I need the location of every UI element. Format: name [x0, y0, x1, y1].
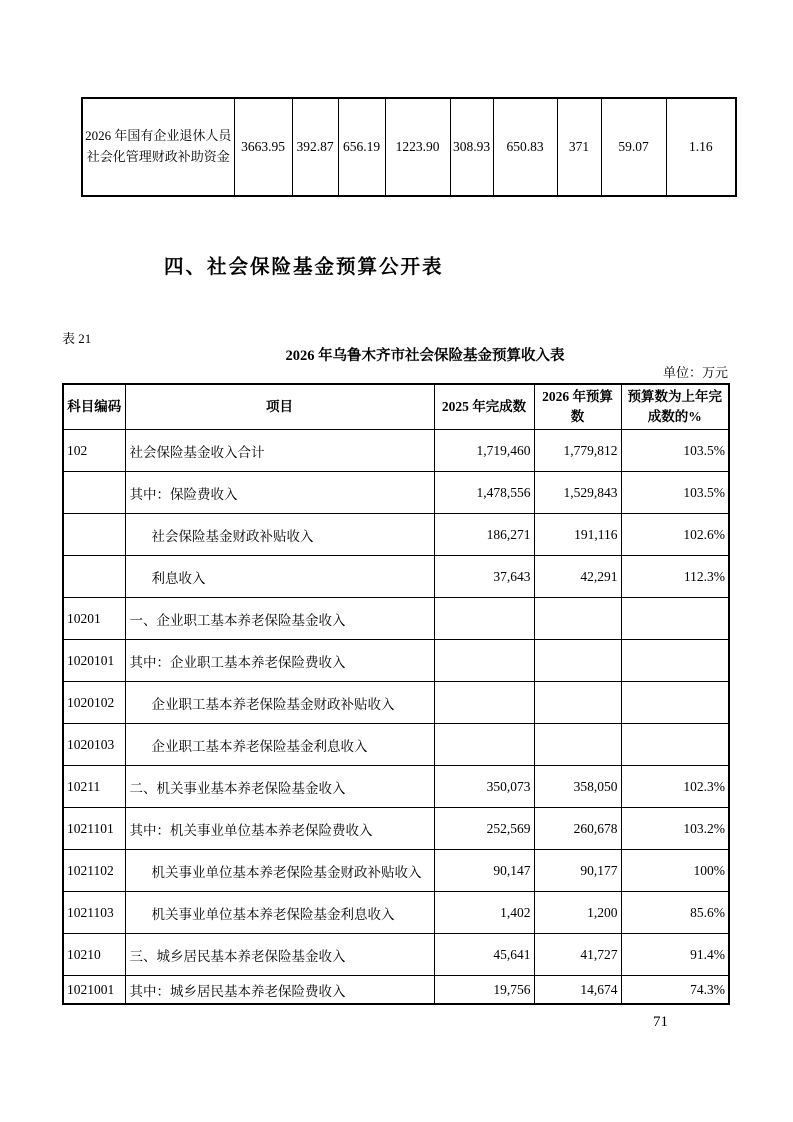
cell-2025: 37,643: [434, 556, 534, 598]
cell-item: 企业职工基本养老保险基金利息收入: [125, 724, 434, 766]
cell-pct: [621, 598, 729, 640]
cell-2026: 358,050: [534, 766, 621, 808]
cell-2025: [434, 640, 534, 682]
top-table-value-0: 3663.95: [234, 98, 292, 196]
cell-pct: 100%: [621, 850, 729, 892]
table-title: 2026 年乌鲁木齐市社会保险基金预算收入表: [285, 348, 565, 364]
cell-item: 其中：城乡居民基本养老保险费收入: [125, 976, 434, 1005]
table-row: [63, 934, 729, 976]
cell-item: 企业职工基本养老保险基金财政补贴收入: [125, 682, 434, 724]
cell-item: 一、企业职工基本养老保险基金收入: [125, 598, 434, 640]
header-2026-budget: 2026 年预算数: [534, 384, 621, 430]
cell-2025: [434, 724, 534, 766]
cell-pct: 102.3%: [621, 766, 729, 808]
cell-pct: 85.6%: [621, 892, 729, 934]
cell-code: 1020103: [63, 724, 125, 766]
cell-item: 其中：机关事业单位基本养老保险费收入: [125, 808, 434, 850]
table-row: [63, 430, 729, 472]
top-table-row-label-line2: 社会化管理财政补助资金: [86, 149, 230, 164]
cell-pct: 102.6%: [621, 514, 729, 556]
cell-pct: [621, 724, 729, 766]
cell-2025: 252,569: [434, 808, 534, 850]
cell-code: [63, 514, 125, 556]
cell-pct: 74.3%: [621, 976, 729, 1005]
table-header-row: [63, 384, 729, 430]
cell-code: 1021101: [63, 808, 125, 850]
cell-2025: 1,719,460: [434, 430, 534, 472]
cell-2026: 260,678: [534, 808, 621, 850]
cell-2025: [434, 682, 534, 724]
header-2025-completed: 2025 年完成数: [434, 384, 534, 430]
cell-item: 机关事业单位基本养老保险基金财政补贴收入: [125, 850, 434, 892]
budget-income-table: [62, 383, 730, 1005]
cell-2026: 41,727: [534, 934, 621, 976]
cell-pct: 112.3%: [621, 556, 729, 598]
cell-2026: [534, 598, 621, 640]
table-label: 表 21: [62, 331, 92, 346]
cell-code: 1021103: [63, 892, 125, 934]
cell-code: 1020101: [63, 640, 125, 682]
cell-pct: 103.5%: [621, 430, 729, 472]
cell-item: 其中：保险费收入: [125, 472, 434, 514]
table-row: [63, 682, 729, 724]
cell-code: [63, 556, 125, 598]
table-row: [63, 598, 729, 640]
top-table-row: [82, 98, 736, 196]
cell-code: 10211: [63, 766, 125, 808]
table-row: [63, 850, 729, 892]
cell-2025: [434, 598, 534, 640]
cell-2026: [534, 682, 621, 724]
header-subject-code: 科目编码: [63, 384, 125, 430]
cell-2025: 1,402: [434, 892, 534, 934]
cell-2026: 14,674: [534, 976, 621, 1005]
top-table-value-8: 1.16: [666, 98, 736, 196]
cell-code: 1020102: [63, 682, 125, 724]
cell-2026: 1,200: [534, 892, 621, 934]
top-continuation-table: [81, 97, 737, 197]
page-number: 71: [653, 1014, 668, 1030]
top-table-value-6: 371: [557, 98, 601, 196]
table-row: [63, 892, 729, 934]
cell-item: 社会保险基金收入合计: [125, 430, 434, 472]
cell-pct: 103.2%: [621, 808, 729, 850]
top-table-value-5: 650.83: [493, 98, 557, 196]
cell-pct: [621, 640, 729, 682]
unit-note: 单位：万元: [662, 365, 728, 380]
top-table-value-2: 656.19: [338, 98, 385, 196]
top-table-value-1: 392.87: [292, 98, 338, 196]
header-pct: 预算数为上年完成数的%: [621, 384, 729, 430]
cell-2026: 42,291: [534, 556, 621, 598]
cell-pct: 91.4%: [621, 934, 729, 976]
top-table-value-3: 1223.90: [385, 98, 450, 196]
top-table-row-label-line1: 2026 年国有企业退休人员: [85, 128, 232, 144]
cell-item: 利息收入: [125, 556, 434, 598]
table-row: [63, 976, 729, 1005]
table-row: [63, 640, 729, 682]
cell-item: 机关事业单位基本养老保险基金利息收入: [125, 892, 434, 934]
cell-code: 1021102: [63, 850, 125, 892]
section-heading: 四、社会保险基金预算公开表: [164, 257, 444, 278]
cell-pct: 103.5%: [621, 472, 729, 514]
top-table-row-label: [82, 98, 234, 196]
table-row: [63, 472, 729, 514]
cell-2026: [534, 640, 621, 682]
cell-code: 1021001: [63, 976, 125, 1005]
cell-item: 其中：企业职工基本养老保险费收入: [125, 640, 434, 682]
table-row: [63, 514, 729, 556]
top-table-value-7: 59.07: [601, 98, 666, 196]
table-row: [63, 766, 729, 808]
cell-2026: [534, 724, 621, 766]
header-item: 项目: [125, 384, 434, 430]
cell-code: [63, 472, 125, 514]
cell-2026: 1,529,843: [534, 472, 621, 514]
top-table-value-4: 308.93: [450, 98, 493, 196]
cell-code: 102: [63, 430, 125, 472]
cell-pct: [621, 682, 729, 724]
table-row: [63, 556, 729, 598]
cell-2026: 1,779,812: [534, 430, 621, 472]
cell-2026: 90,177: [534, 850, 621, 892]
cell-2025: 45,641: [434, 934, 534, 976]
cell-2025: 1,478,556: [434, 472, 534, 514]
cell-2025: 186,271: [434, 514, 534, 556]
cell-item: 二、机关事业基本养老保险基金收入: [125, 766, 434, 808]
cell-code: 10210: [63, 934, 125, 976]
table-row: [63, 808, 729, 850]
cell-2025: 350,073: [434, 766, 534, 808]
table-row: [63, 724, 729, 766]
cell-item: 社会保险基金财政补贴收入: [125, 514, 434, 556]
cell-2025: 19,756: [434, 976, 534, 1005]
cell-2026: 191,116: [534, 514, 621, 556]
cell-item: 三、城乡居民基本养老保险基金收入: [125, 934, 434, 976]
cell-2025: 90,147: [434, 850, 534, 892]
cell-code: 10201: [63, 598, 125, 640]
